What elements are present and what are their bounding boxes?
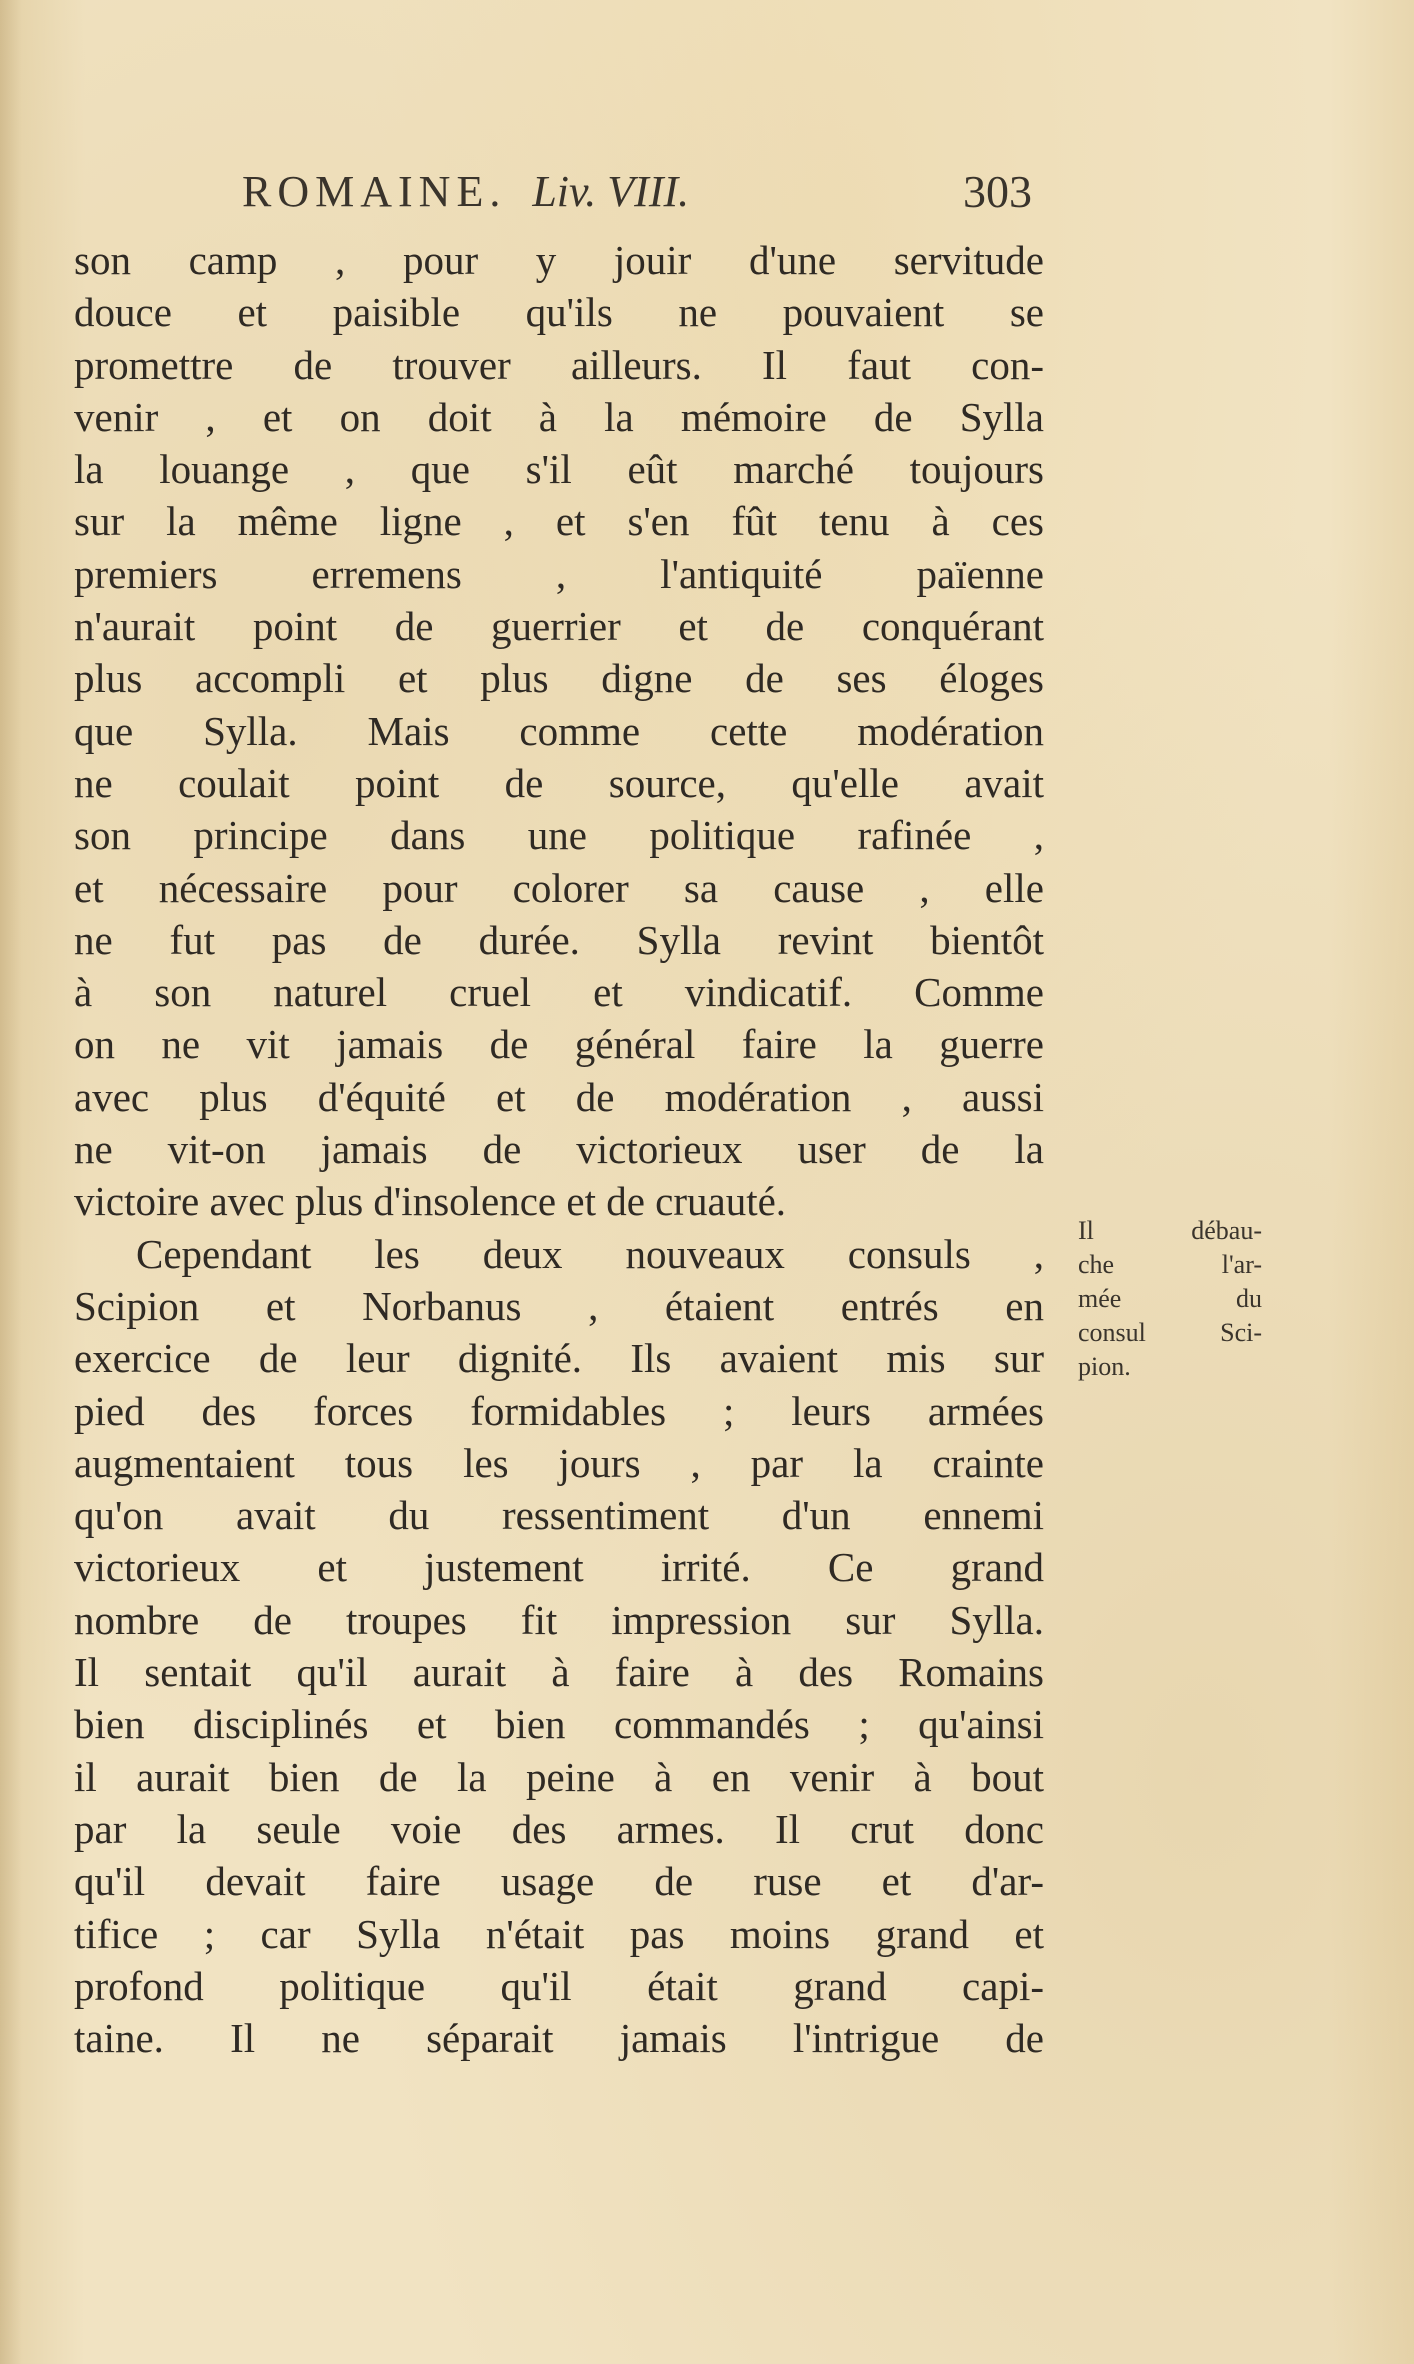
body-line: pied des forces formidables ; leurs armées xyxy=(74,1387,1044,1434)
body-line: tifice ; car Sylla n'était pas moins grand et xyxy=(74,1910,1044,1957)
body-line: et nécessaire pour colorer sa cause , elle xyxy=(74,864,1044,911)
body-line-paragraph-start: Cependant les deux nouveaux consuls , xyxy=(136,1230,1044,1277)
body-line: exercice de leur dignité. Ils avaient mis sur xyxy=(74,1335,1044,1382)
marginal-note-line: Il débau- xyxy=(1078,1216,1262,1245)
body-line: venir , et on doit à la mémoire de Sylla xyxy=(74,393,1044,440)
marginal-note-line: consul Sci- xyxy=(1078,1318,1262,1347)
body-line: sur la même ligne , et s'en fût tenu à ces xyxy=(74,498,1044,545)
body-line: nombre de troupes fit impression sur Sylla. xyxy=(74,1596,1044,1643)
body-line: douce et paisible qu'ils ne pouvaient se xyxy=(74,289,1044,336)
body-line: par la seule voie des armes. Il crut donc xyxy=(74,1805,1044,1852)
body-line: n'aurait point de guerrier et de conquérant xyxy=(74,603,1044,650)
running-head xyxy=(242,160,1032,224)
marginal-note-line: pion. xyxy=(1078,1352,1131,1381)
body-line: que Sylla. Mais comme cette modération xyxy=(74,707,1044,754)
body-line: la louange , que s'il eût marché toujours xyxy=(74,446,1044,493)
body-line: bien disciplinés et bien commandés ; qu'ainsi xyxy=(74,1701,1044,1748)
body-text xyxy=(74,234,1044,2064)
body-line: son camp , pour y jouir d'une servitude xyxy=(74,237,1044,283)
page-number: 303 xyxy=(963,166,1032,217)
body-line: victorieux et justement irrité. Ce grand xyxy=(74,1544,1044,1591)
body-line: avec plus d'équité et de modération , aussi xyxy=(74,1073,1044,1120)
body-line: qu'on avait du ressentiment d'un ennemi xyxy=(74,1492,1044,1539)
body-line: augmentaient tous les jours , par la crainte xyxy=(74,1439,1044,1486)
running-head-book: Liv. VIII. xyxy=(532,167,690,216)
body-line: ne coulait point de source, qu'elle avait xyxy=(74,759,1044,806)
body-line: profond politique qu'il était grand capi- xyxy=(74,1962,1044,2009)
marginal-note-line: che l'ar- xyxy=(1078,1250,1262,1279)
body-line: qu'il devait faire usage de ruse et d'ar- xyxy=(74,1858,1044,1905)
body-line: victoire avec plus d'insolence et de cruauté. xyxy=(74,1178,787,1225)
body-line: son principe dans une politique rafinée , xyxy=(74,812,1044,859)
body-line: Il sentait qu'il aurait à faire à des Romains xyxy=(74,1649,1044,1696)
body-line: ne vit-on jamais de victorieux user de la xyxy=(74,1126,1044,1173)
body-line: ne fut pas de durée. Sylla revint bientôt xyxy=(74,916,1044,963)
body-line: promettre de trouver ailleurs. Il faut con- xyxy=(74,341,1044,388)
body-line: plus accompli et plus digne de ses éloges xyxy=(74,655,1044,702)
body-line: il aurait bien de la peine à en venir à bout xyxy=(74,1753,1044,1800)
body-line: premiers erremens , l'antiquité païenne xyxy=(74,550,1044,597)
marginal-note-line: mée du xyxy=(1078,1284,1262,1313)
body-line: à son naturel cruel et vindicatif. Comme xyxy=(74,969,1044,1016)
body-line: taine. Il ne séparait jamais l'intrigue de xyxy=(74,2015,1044,2062)
running-head-title: ROMAINE. xyxy=(242,167,507,216)
marginal-note xyxy=(1078,1214,1262,1384)
page-binding-shadow xyxy=(0,0,22,2364)
body-line: Scipion et Norbanus , étaient entrés en xyxy=(74,1282,1044,1329)
body-line: on ne vit jamais de général faire la guerre xyxy=(74,1021,1044,1068)
